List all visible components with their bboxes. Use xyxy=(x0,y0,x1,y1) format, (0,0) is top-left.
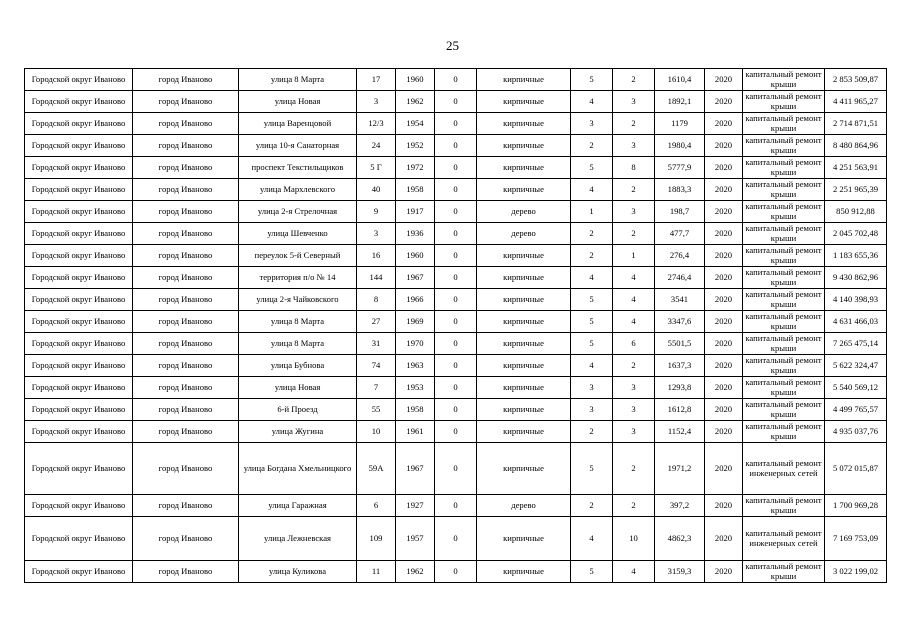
build-year-cell: 1958 xyxy=(396,179,435,201)
plan-year-cell: 2020 xyxy=(705,355,743,377)
area-cell: 4862,3 xyxy=(655,517,705,561)
floors-cell: 4 xyxy=(571,179,613,201)
house-number-cell: 55 xyxy=(357,399,396,421)
house-number-cell: 40 xyxy=(357,179,396,201)
table-row xyxy=(25,333,887,355)
municipality-cell: Городской округ Иваново xyxy=(25,517,133,561)
plan-year-cell: 2020 xyxy=(705,113,743,135)
entrances-cell: 2 xyxy=(613,495,655,517)
area-cell: 3159,3 xyxy=(655,561,705,583)
plan-year-cell: 2020 xyxy=(705,223,743,245)
floors-cell: 2 xyxy=(571,421,613,443)
table-row xyxy=(25,377,887,399)
build-year-cell: 1960 xyxy=(396,69,435,91)
street-cell: улица Куликова xyxy=(239,561,357,583)
fire-cell: 0 xyxy=(435,223,477,245)
settlement-cell: город Иваново xyxy=(133,289,239,311)
floors-cell: 5 xyxy=(571,333,613,355)
plan-year-cell: 2020 xyxy=(705,421,743,443)
street-cell: улица Гаражная xyxy=(239,495,357,517)
entrances-cell: 4 xyxy=(613,267,655,289)
table-body xyxy=(25,69,887,583)
house-number-cell: 74 xyxy=(357,355,396,377)
floors-cell: 3 xyxy=(571,113,613,135)
area-cell: 276,4 xyxy=(655,245,705,267)
wall-material-cell: кирпичные xyxy=(477,91,571,113)
settlement-cell: город Иваново xyxy=(133,267,239,289)
settlement-cell: город Иваново xyxy=(133,91,239,113)
municipality-cell: Городской округ Иваново xyxy=(25,245,133,267)
cost-cell: 2 045 702,48 xyxy=(825,223,887,245)
fire-cell: 0 xyxy=(435,311,477,333)
wall-material-cell: кирпичные xyxy=(477,377,571,399)
house-number-cell: 144 xyxy=(357,267,396,289)
cost-cell: 1 183 655,36 xyxy=(825,245,887,267)
cost-cell: 7 169 753,09 xyxy=(825,517,887,561)
build-year-cell: 1967 xyxy=(396,443,435,495)
floors-cell: 5 xyxy=(571,289,613,311)
settlement-cell: город Иваново xyxy=(133,421,239,443)
entrances-cell: 3 xyxy=(613,201,655,223)
wall-material-cell: кирпичные xyxy=(477,421,571,443)
settlement-cell: город Иваново xyxy=(133,201,239,223)
floors-cell: 4 xyxy=(571,267,613,289)
work-type-cell: капитальный ремонт крыши xyxy=(743,377,825,399)
area-cell: 5501,5 xyxy=(655,333,705,355)
municipality-cell: Городской округ Иваново xyxy=(25,223,133,245)
wall-material-cell: кирпичные xyxy=(477,135,571,157)
street-cell: улица 2-я Стрелочная xyxy=(239,201,357,223)
table-row xyxy=(25,517,887,561)
floors-cell: 3 xyxy=(571,377,613,399)
entrances-cell: 3 xyxy=(613,421,655,443)
build-year-cell: 1952 xyxy=(396,135,435,157)
municipality-cell: Городской округ Иваново xyxy=(25,267,133,289)
entrances-cell: 4 xyxy=(613,289,655,311)
wall-material-cell: кирпичные xyxy=(477,333,571,355)
plan-year-cell: 2020 xyxy=(705,245,743,267)
fire-cell: 0 xyxy=(435,355,477,377)
street-cell: улица 8 Марта xyxy=(239,333,357,355)
floors-cell: 2 xyxy=(571,495,613,517)
work-type-cell: капитальный ремонт крыши xyxy=(743,179,825,201)
wall-material-cell: кирпичные xyxy=(477,267,571,289)
municipality-cell: Городской округ Иваново xyxy=(25,69,133,91)
page-number: 25 xyxy=(446,38,459,53)
settlement-cell: город Иваново xyxy=(133,157,239,179)
street-cell: улица Бубнова xyxy=(239,355,357,377)
work-type-cell: капитальный ремонт крыши xyxy=(743,399,825,421)
street-cell: улица Богдана Хмельницкого xyxy=(239,443,357,495)
table-row xyxy=(25,135,887,157)
entrances-cell: 4 xyxy=(613,561,655,583)
entrances-cell: 2 xyxy=(613,69,655,91)
table-row xyxy=(25,113,887,135)
floors-cell: 1 xyxy=(571,201,613,223)
work-type-cell: капитальный ремонт инженерных сетей xyxy=(743,443,825,495)
wall-material-cell: кирпичные xyxy=(477,561,571,583)
plan-year-cell: 2020 xyxy=(705,311,743,333)
entrances-cell: 3 xyxy=(613,91,655,113)
wall-material-cell: кирпичные xyxy=(477,311,571,333)
plan-year-cell: 2020 xyxy=(705,91,743,113)
wall-material-cell: дерево xyxy=(477,495,571,517)
house-number-cell: 11 xyxy=(357,561,396,583)
municipality-cell: Городской округ Иваново xyxy=(25,135,133,157)
entrances-cell: 3 xyxy=(613,377,655,399)
house-number-cell: 12/3 xyxy=(357,113,396,135)
house-number-cell: 27 xyxy=(357,311,396,333)
settlement-cell: город Иваново xyxy=(133,377,239,399)
entrances-cell: 2 xyxy=(613,113,655,135)
build-year-cell: 1963 xyxy=(396,355,435,377)
floors-cell: 4 xyxy=(571,355,613,377)
work-type-cell: капитальный ремонт крыши xyxy=(743,157,825,179)
build-year-cell: 1958 xyxy=(396,399,435,421)
house-number-cell: 17 xyxy=(357,69,396,91)
build-year-cell: 1962 xyxy=(396,561,435,583)
entrances-cell: 2 xyxy=(613,223,655,245)
build-year-cell: 1957 xyxy=(396,517,435,561)
wall-material-cell: дерево xyxy=(477,201,571,223)
table-row xyxy=(25,245,887,267)
municipality-cell: Городской округ Иваново xyxy=(25,113,133,135)
settlement-cell: город Иваново xyxy=(133,443,239,495)
municipality-cell: Городской округ Иваново xyxy=(25,421,133,443)
cost-cell: 4 499 765,57 xyxy=(825,399,887,421)
area-cell: 1971,2 xyxy=(655,443,705,495)
work-type-cell: капитальный ремонт крыши xyxy=(743,561,825,583)
house-number-cell: 3 xyxy=(357,223,396,245)
work-type-cell: капитальный ремонт крыши xyxy=(743,135,825,157)
street-cell: улица Лежневская xyxy=(239,517,357,561)
settlement-cell: город Иваново xyxy=(133,113,239,135)
area-cell: 1892,1 xyxy=(655,91,705,113)
plan-year-cell: 2020 xyxy=(705,135,743,157)
floors-cell: 3 xyxy=(571,399,613,421)
table-row xyxy=(25,421,887,443)
cost-cell: 5 072 015,87 xyxy=(825,443,887,495)
area-cell: 1152,4 xyxy=(655,421,705,443)
wall-material-cell: кирпичные xyxy=(477,289,571,311)
work-type-cell: капитальный ремонт крыши xyxy=(743,267,825,289)
table-row xyxy=(25,289,887,311)
wall-material-cell: кирпичные xyxy=(477,517,571,561)
area-cell: 397,2 xyxy=(655,495,705,517)
cost-cell: 4 631 466,03 xyxy=(825,311,887,333)
fire-cell: 0 xyxy=(435,91,477,113)
table-row xyxy=(25,157,887,179)
table-row xyxy=(25,399,887,421)
wall-material-cell: кирпичные xyxy=(477,157,571,179)
house-number-cell: 9 xyxy=(357,201,396,223)
build-year-cell: 1954 xyxy=(396,113,435,135)
table-row xyxy=(25,495,887,517)
entrances-cell: 4 xyxy=(613,311,655,333)
build-year-cell: 1960 xyxy=(396,245,435,267)
fire-cell: 0 xyxy=(435,201,477,223)
entrances-cell: 3 xyxy=(613,135,655,157)
entrances-cell: 10 xyxy=(613,517,655,561)
floors-cell: 2 xyxy=(571,135,613,157)
cost-cell: 2 251 965,39 xyxy=(825,179,887,201)
settlement-cell: город Иваново xyxy=(133,517,239,561)
street-cell: улица Новая xyxy=(239,377,357,399)
floors-cell: 2 xyxy=(571,223,613,245)
plan-year-cell: 2020 xyxy=(705,561,743,583)
floors-cell: 5 xyxy=(571,157,613,179)
build-year-cell: 1936 xyxy=(396,223,435,245)
fire-cell: 0 xyxy=(435,333,477,355)
floors-cell: 5 xyxy=(571,69,613,91)
settlement-cell: город Иваново xyxy=(133,179,239,201)
wall-material-cell: дерево xyxy=(477,223,571,245)
settlement-cell: город Иваново xyxy=(133,135,239,157)
build-year-cell: 1966 xyxy=(396,289,435,311)
table-row xyxy=(25,267,887,289)
house-number-cell: 5 Г xyxy=(357,157,396,179)
cost-cell: 5 622 324,47 xyxy=(825,355,887,377)
housing-repair-table xyxy=(24,68,887,583)
area-cell: 1883,3 xyxy=(655,179,705,201)
plan-year-cell: 2020 xyxy=(705,157,743,179)
work-type-cell: капитальный ремонт крыши xyxy=(743,245,825,267)
street-cell: улица Шевченко xyxy=(239,223,357,245)
build-year-cell: 1927 xyxy=(396,495,435,517)
plan-year-cell: 2020 xyxy=(705,69,743,91)
work-type-cell: капитальный ремонт крыши xyxy=(743,289,825,311)
fire-cell: 0 xyxy=(435,135,477,157)
municipality-cell: Городской округ Иваново xyxy=(25,91,133,113)
cost-cell: 4 411 965,27 xyxy=(825,91,887,113)
cost-cell: 5 540 569,12 xyxy=(825,377,887,399)
wall-material-cell: кирпичные xyxy=(477,355,571,377)
entrances-cell: 2 xyxy=(613,443,655,495)
municipality-cell: Городской округ Иваново xyxy=(25,495,133,517)
municipality-cell: Городской округ Иваново xyxy=(25,201,133,223)
table-row xyxy=(25,355,887,377)
cost-cell: 8 480 864,96 xyxy=(825,135,887,157)
plan-year-cell: 2020 xyxy=(705,443,743,495)
municipality-cell: Городской округ Иваново xyxy=(25,399,133,421)
street-cell: улица 2-я Чайковского xyxy=(239,289,357,311)
cost-cell: 7 265 475,14 xyxy=(825,333,887,355)
floors-cell: 4 xyxy=(571,91,613,113)
plan-year-cell: 2020 xyxy=(705,289,743,311)
house-number-cell: 24 xyxy=(357,135,396,157)
fire-cell: 0 xyxy=(435,157,477,179)
street-cell: улица 8 Марта xyxy=(239,311,357,333)
house-number-cell: 59А xyxy=(357,443,396,495)
fire-cell: 0 xyxy=(435,179,477,201)
municipality-cell: Городской округ Иваново xyxy=(25,561,133,583)
entrances-cell: 8 xyxy=(613,157,655,179)
floors-cell: 5 xyxy=(571,443,613,495)
street-cell: территория п/о № 14 xyxy=(239,267,357,289)
table-row xyxy=(25,179,887,201)
plan-year-cell: 2020 xyxy=(705,267,743,289)
area-cell: 1612,8 xyxy=(655,399,705,421)
municipality-cell: Городской округ Иваново xyxy=(25,443,133,495)
work-type-cell: капитальный ремонт крыши xyxy=(743,223,825,245)
street-cell: улица 10-я Санаторная xyxy=(239,135,357,157)
area-cell: 198,7 xyxy=(655,201,705,223)
fire-cell: 0 xyxy=(435,289,477,311)
cost-cell: 4 140 398,93 xyxy=(825,289,887,311)
floors-cell: 4 xyxy=(571,517,613,561)
street-cell: улица Новая xyxy=(239,91,357,113)
cost-cell: 9 430 862,96 xyxy=(825,267,887,289)
plan-year-cell: 2020 xyxy=(705,333,743,355)
area-cell: 1637,3 xyxy=(655,355,705,377)
table-row xyxy=(25,311,887,333)
area-cell: 3347,6 xyxy=(655,311,705,333)
municipality-cell: Городской округ Иваново xyxy=(25,289,133,311)
entrances-cell: 6 xyxy=(613,333,655,355)
build-year-cell: 1953 xyxy=(396,377,435,399)
settlement-cell: город Иваново xyxy=(133,245,239,267)
fire-cell: 0 xyxy=(435,245,477,267)
house-number-cell: 8 xyxy=(357,289,396,311)
wall-material-cell: кирпичные xyxy=(477,113,571,135)
area-cell: 1980,4 xyxy=(655,135,705,157)
cost-cell: 4 935 037,76 xyxy=(825,421,887,443)
table-row xyxy=(25,223,887,245)
municipality-cell: Городской округ Иваново xyxy=(25,333,133,355)
house-number-cell: 10 xyxy=(357,421,396,443)
settlement-cell: город Иваново xyxy=(133,399,239,421)
fire-cell: 0 xyxy=(435,517,477,561)
street-cell: улица Мархлевского xyxy=(239,179,357,201)
area-cell: 2746,4 xyxy=(655,267,705,289)
plan-year-cell: 2020 xyxy=(705,495,743,517)
settlement-cell: город Иваново xyxy=(133,495,239,517)
area-cell: 1293,8 xyxy=(655,377,705,399)
street-cell: проспект Текстильщиков xyxy=(239,157,357,179)
house-number-cell: 31 xyxy=(357,333,396,355)
area-cell: 1179 xyxy=(655,113,705,135)
fire-cell: 0 xyxy=(435,113,477,135)
wall-material-cell: кирпичные xyxy=(477,179,571,201)
cost-cell: 3 022 199,02 xyxy=(825,561,887,583)
entrances-cell: 3 xyxy=(613,399,655,421)
settlement-cell: город Иваново xyxy=(133,223,239,245)
municipality-cell: Городской округ Иваново xyxy=(25,377,133,399)
table-row xyxy=(25,561,887,583)
municipality-cell: Городской округ Иваново xyxy=(25,157,133,179)
cost-cell: 2 853 509,87 xyxy=(825,69,887,91)
cost-cell: 850 912,88 xyxy=(825,201,887,223)
floors-cell: 5 xyxy=(571,561,613,583)
house-number-cell: 7 xyxy=(357,377,396,399)
work-type-cell: капитальный ремонт крыши xyxy=(743,201,825,223)
build-year-cell: 1917 xyxy=(396,201,435,223)
cost-cell: 1 700 969,28 xyxy=(825,495,887,517)
table-row xyxy=(25,91,887,113)
settlement-cell: город Иваново xyxy=(133,561,239,583)
work-type-cell: капитальный ремонт крыши xyxy=(743,311,825,333)
fire-cell: 0 xyxy=(435,421,477,443)
settlement-cell: город Иваново xyxy=(133,355,239,377)
build-year-cell: 1970 xyxy=(396,333,435,355)
build-year-cell: 1961 xyxy=(396,421,435,443)
street-cell: переулок 5-й Северный xyxy=(239,245,357,267)
house-number-cell: 109 xyxy=(357,517,396,561)
fire-cell: 0 xyxy=(435,443,477,495)
fire-cell: 0 xyxy=(435,267,477,289)
work-type-cell: капитальный ремонт крыши xyxy=(743,333,825,355)
street-cell: улица 8 Марта xyxy=(239,69,357,91)
fire-cell: 0 xyxy=(435,69,477,91)
settlement-cell: город Иваново xyxy=(133,333,239,355)
table-row xyxy=(25,443,887,495)
entrances-cell: 2 xyxy=(613,179,655,201)
area-cell: 1610,4 xyxy=(655,69,705,91)
house-number-cell: 16 xyxy=(357,245,396,267)
work-type-cell: капитальный ремонт крыши xyxy=(743,421,825,443)
work-type-cell: капитальный ремонт крыши xyxy=(743,113,825,135)
municipality-cell: Городской округ Иваново xyxy=(25,311,133,333)
house-number-cell: 3 xyxy=(357,91,396,113)
entrances-cell: 1 xyxy=(613,245,655,267)
build-year-cell: 1972 xyxy=(396,157,435,179)
fire-cell: 0 xyxy=(435,561,477,583)
work-type-cell: капитальный ремонт крыши xyxy=(743,69,825,91)
build-year-cell: 1969 xyxy=(396,311,435,333)
area-cell: 3541 xyxy=(655,289,705,311)
cost-cell: 2 714 871,51 xyxy=(825,113,887,135)
street-cell: улица Варенцовой xyxy=(239,113,357,135)
build-year-cell: 1962 xyxy=(396,91,435,113)
fire-cell: 0 xyxy=(435,377,477,399)
plan-year-cell: 2020 xyxy=(705,201,743,223)
wall-material-cell: кирпичные xyxy=(477,399,571,421)
settlement-cell: город Иваново xyxy=(133,69,239,91)
settlement-cell: город Иваново xyxy=(133,311,239,333)
wall-material-cell: кирпичные xyxy=(477,443,571,495)
floors-cell: 2 xyxy=(571,245,613,267)
street-cell: улица Жугина xyxy=(239,421,357,443)
work-type-cell: капитальный ремонт крыши xyxy=(743,355,825,377)
entrances-cell: 2 xyxy=(613,355,655,377)
fire-cell: 0 xyxy=(435,495,477,517)
wall-material-cell: кирпичные xyxy=(477,245,571,267)
plan-year-cell: 2020 xyxy=(705,179,743,201)
table-row xyxy=(25,69,887,91)
work-type-cell: капитальный ремонт инженерных сетей xyxy=(743,517,825,561)
area-cell: 477,7 xyxy=(655,223,705,245)
wall-material-cell: кирпичные xyxy=(477,69,571,91)
work-type-cell: капитальный ремонт крыши xyxy=(743,495,825,517)
cost-cell: 4 251 563,91 xyxy=(825,157,887,179)
work-type-cell: капитальный ремонт крыши xyxy=(743,91,825,113)
municipality-cell: Городской округ Иваново xyxy=(25,179,133,201)
area-cell: 5777,9 xyxy=(655,157,705,179)
street-cell: 6-й Проезд xyxy=(239,399,357,421)
municipality-cell: Городской округ Иваново xyxy=(25,355,133,377)
fire-cell: 0 xyxy=(435,399,477,421)
plan-year-cell: 2020 xyxy=(705,399,743,421)
table-row xyxy=(25,201,887,223)
plan-year-cell: 2020 xyxy=(705,517,743,561)
plan-year-cell: 2020 xyxy=(705,377,743,399)
build-year-cell: 1967 xyxy=(396,267,435,289)
floors-cell: 5 xyxy=(571,311,613,333)
house-number-cell: 6 xyxy=(357,495,396,517)
